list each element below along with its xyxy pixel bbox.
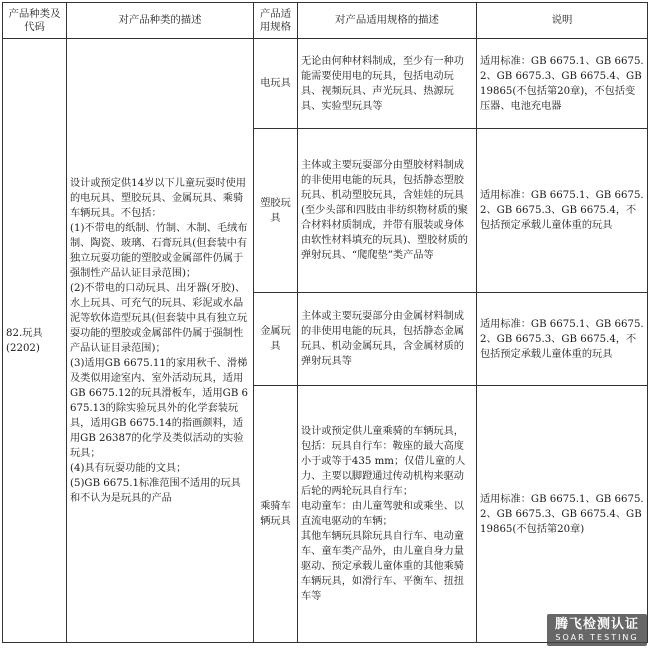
spec-description-line: 其他车辆玩具除玩具自行车、电动童车、童车类产品外，由儿童自身力量驱动、预定承载儿童体重的其他乘骑车辆玩具，如滑行车、平衡车、扭扭车等 (301, 531, 464, 602)
watermark-chinese-text: 腾飞检测认证 (554, 617, 639, 632)
spec-description-line: 设计或预定供儿童乘骑的车辆玩具，包括：玩具自行车：鞍座的最大高度小于或等于435 mm；仅借儿童的人力、主要以脚蹬通过传动机构来驱动后轮的两轮玩具自行车； (301, 426, 466, 497)
header-spec-description: 对产品适用规格的描述 (298, 3, 477, 39)
header-category-description: 对产品种类的描述 (67, 3, 254, 39)
header-notes: 说明 (477, 3, 648, 39)
spec-name-cell: 塑胶玩具 (254, 129, 298, 293)
note-cell: 适用标准：GB 6675.1、GB 6675.2、GB 6675.3、GB 6675.4，不包括预定承载儿童体重的玩具 (477, 129, 648, 293)
category-description-cell (67, 39, 254, 643)
note-cell: 适用标准：GB 6675.1、GB 6675.2、GB 6675.3、GB 6675.4、GB 19865(不包括第20章) (477, 386, 648, 643)
category-code-cell: 82.玩具 (2202) (3, 39, 67, 643)
spec-description-cell: 主体或主要玩耍部分由塑胶材料制成的非使用电能的玩具，包括静态塑胶玩具、机动塑胶玩具，含娃娃的玩具(至少头部和四肢由非纺织物材质的聚合材料材质制成，并带有服装或身体由软性材料填充的玩具)、塑胶材质的弹射玩具、“爬爬垫”类产品等 (298, 129, 477, 293)
spec-description-cell: 无论由何种材料制成，至少有一种功能需要使用电的玩具，包括电动玩具、视频玩具、声光玩具、热源玩具、实验型玩具等 (298, 39, 477, 129)
table-header-row (3, 3, 648, 39)
note-cell: 适用标准：GB 6675.1、GB 6675.2、GB 6675.3、GB 6675.4、GB 19865(不包括第20章)，不包括变压器、电池充电器 (477, 39, 648, 129)
product-category-table (2, 2, 648, 643)
spec-description-line: 电动童车：由儿童驾驶和或乘坐、以直流电驱动的车辆； (301, 501, 464, 527)
note-cell: 适用标准：GB 6675.1、GB 6675.2、GB 6675.3、GB 6675.4，不包括预定承载儿童体重的玩具 (477, 293, 648, 386)
category-description-line: (4)具有玩耍功能的文具； (70, 462, 187, 474)
category-description-line: (3)适用GB 6675.11的家用秋千、滑梯及类似用途室内、室外活动玩具，适用GB 6675.12的玩具滑板车，适用GB 6675.13的除实验玩具外的化学套装玩具，适用GB 6675.14的指画颜料，适用GB 26387的化学及类似活动的实验玩具； (70, 357, 249, 459)
table-row (3, 39, 648, 129)
spec-name-cell: 金属玩具 (254, 293, 298, 386)
spec-name-cell: 电玩具 (254, 39, 298, 129)
header-category-code: 产品种类及代码 (3, 3, 67, 39)
spec-name-cell: 乘骑车辆玩具 (254, 386, 298, 643)
spec-description-cell (298, 386, 477, 643)
category-description-line: (2)不带电的口动玩具、出牙器(牙胶)、水上玩具、可充气的玩具、彩泥或水晶泥等软体造型玩具(但套装中具有独立玩耍功能的塑胶或金属部件仍属于强制性产品认证目录范围)； (70, 282, 248, 354)
spec-description-cell: 主体或主要玩耍部分由金属材料制成的非使用电能的玩具，包括静态金属玩具、机动金属玩具，含金属材质的弹射玩具等 (298, 293, 477, 386)
category-description-line: 设计或预定供14岁以下儿童玩耍时使用的电玩具、塑胶玩具、金属玩具、乘骑车辆玩具。不包括： (70, 177, 246, 219)
header-applicable-spec: 产品适用规格 (254, 3, 298, 39)
watermark-english-text: SOAR TESTING (555, 633, 639, 642)
category-description-line: (5)GB 6675.1标准范围不适用的玩具和不认为是玩具的产品 (70, 477, 241, 504)
category-description-line: (1)不带电的纸制、竹制、木制、毛绒布制、陶瓷、玻璃、石膏玩具(但套装中有独立玩耍功能的塑胶或金属部件仍属于强制性产品认证目录范围)； (70, 222, 248, 279)
brand-watermark (547, 614, 647, 646)
